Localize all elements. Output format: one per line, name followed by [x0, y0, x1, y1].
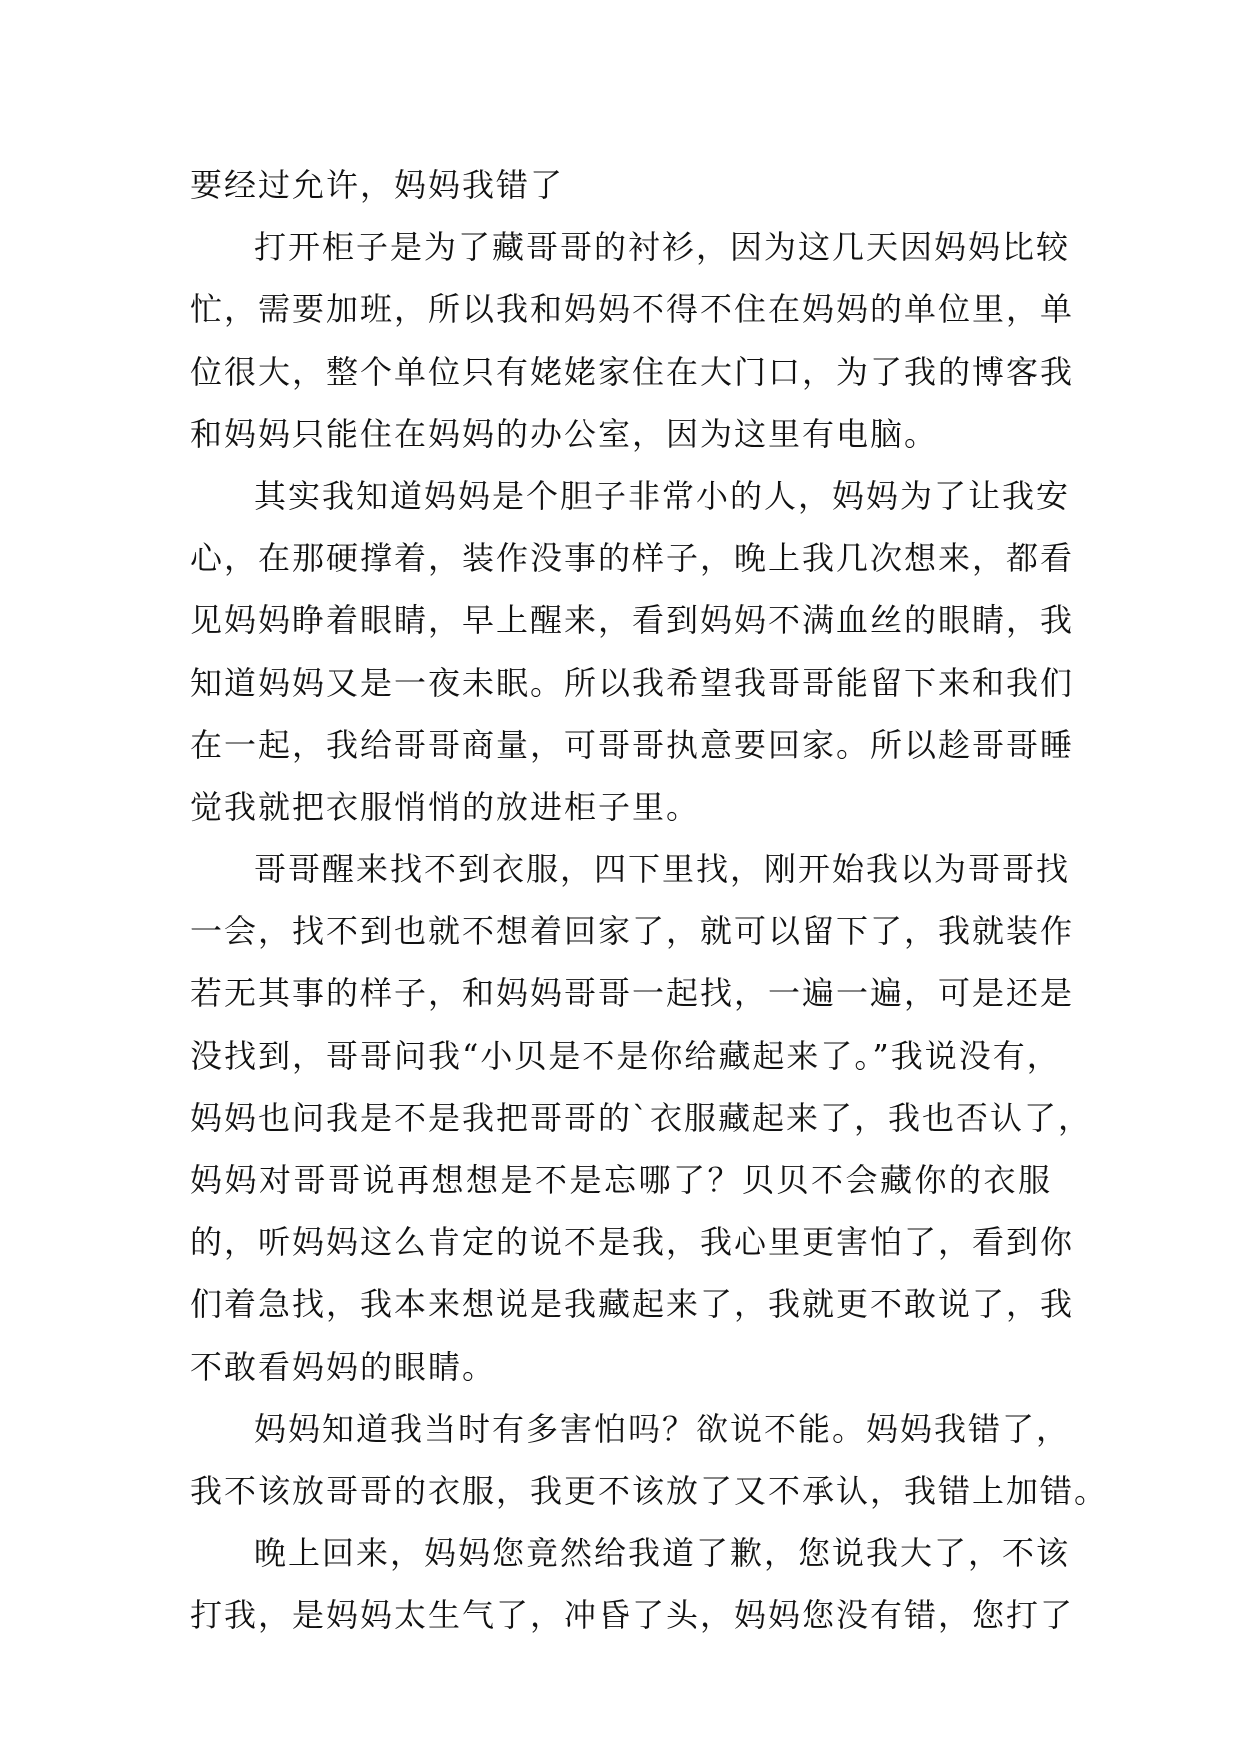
text-line: 和妈妈只能住在妈妈的办公室，因为这里有电脑。 — [190, 414, 939, 453]
text-line: 要经过允许，妈妈我错了 — [190, 166, 565, 204]
text-line: 若无其事的样子，和妈妈哥哥一起找，一遍一遍，可是还是 — [190, 974, 1075, 1013]
text-line: 忙，需要加班，所以我和妈妈不得不住在妈妈的单位里，单 — [190, 290, 1075, 329]
text-line: 见妈妈睁着眼睛，早上醒来，看到妈妈不满血丝的眼睛，我 — [190, 601, 1075, 640]
text-line: 觉我就把衣服悄悄的放进柜子里。 — [190, 787, 701, 826]
paragraph-first-line: 妈妈知道我当时有多害怕吗？欲说不能。妈妈我错了， — [254, 1409, 1071, 1448]
paragraph-first-line: 其实我知道妈妈是个胆子非常小的人，妈妈为了让我安 — [254, 476, 1071, 515]
paragraph-first-line: 哥哥醒来找不到衣服，四下里找，刚开始我以为哥哥找 — [254, 850, 1071, 889]
paragraph-first-line: 打开柜子是为了藏哥哥的衬衫，因为这几天因妈妈比较 — [254, 228, 1071, 267]
text-line: 位很大，整个单位只有姥姥家住在大门口，为了我的博客我 — [190, 352, 1075, 391]
text-line: 没找到，哥哥问我“小贝是不是你给藏起来了。”我说没有， — [190, 1036, 1061, 1075]
text-line: 的，听妈妈这么肯定的说不是我，我心里更害怕了，看到你 — [190, 1223, 1075, 1262]
text-line: 不敢看妈妈的眼睛。 — [190, 1347, 497, 1386]
text-line: 妈妈也问我是不是我把哥哥的`衣服藏起来了，我也否认了， — [190, 1098, 1093, 1137]
text-line: 知道妈妈又是一夜未眠。所以我希望我哥哥能留下来和我们 — [190, 663, 1075, 702]
paragraph-first-line: 晚上回来，妈妈您竟然给我道了歉，您说我大了，不该 — [254, 1534, 1071, 1573]
text-line: 们着急找，我本来想说是我藏起来了，我就更不敢说了，我 — [190, 1285, 1075, 1324]
text-line: 在一起，我给哥哥商量，可哥哥执意要回家。所以趁哥哥睡 — [190, 725, 1075, 764]
text-line: 心，在那硬撑着，装作没事的样子，晚上我几次想来，都看 — [190, 539, 1075, 578]
document-body — [190, 154, 1109, 1647]
text-line: 一会，找不到也就不想着回家了，就可以留下了，我就装作 — [190, 912, 1075, 951]
text-line: 我不该放哥哥的衣服，我更不该放了又不承认，我错上加错。 — [190, 1471, 1109, 1510]
text-line: 打我，是妈妈太生气了，冲昏了头，妈妈您没有错，您打了 — [190, 1596, 1075, 1635]
text-line: 妈妈对哥哥说再想想是不是忘哪了？贝贝不会藏你的衣服 — [190, 1161, 1052, 1199]
